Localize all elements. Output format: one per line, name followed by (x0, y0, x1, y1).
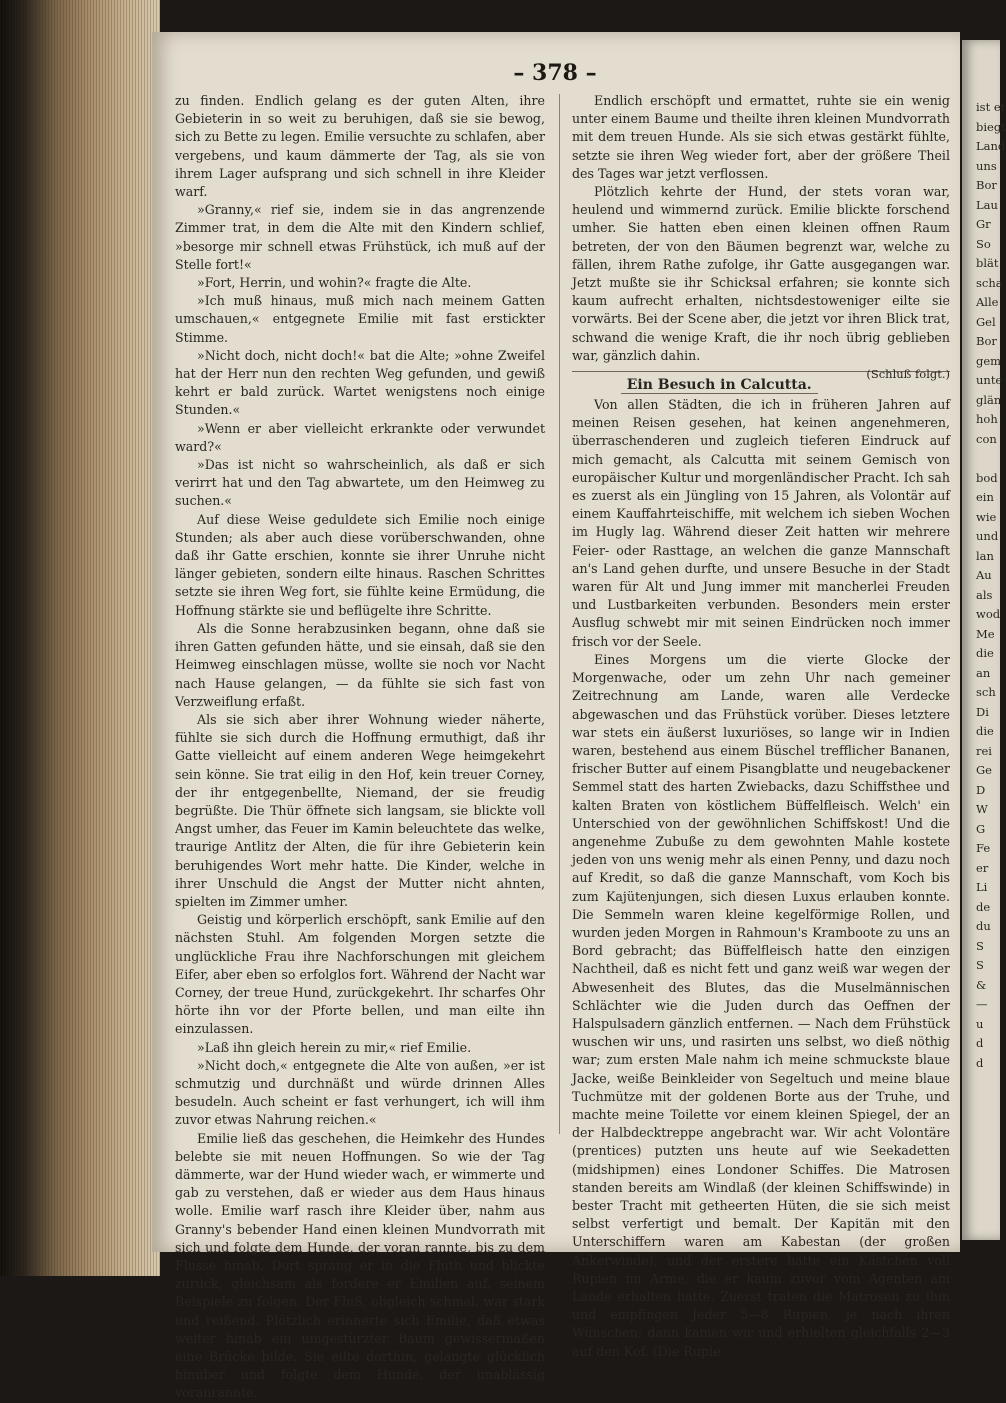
paragraph: Geistig und körperlich erschöpft, sank Emilie auf den nächsten Stuhl. Am folgenden Morgen setzte die unglückliche Frau ihre Nachforschungen mit gleichem Eifer, aber eben so erfolglos fort. Während der Nacht war Corney, der treue Hund, zurückgekehrt. Ihr scharfes Ohr hörte ihn vor der Pforte bellen, und man eilte ihn einzulassen. (175, 912, 545, 1037)
paragraph: »Granny,« rief sie, indem sie in das angrenzende Zimmer trat, in dem die Alte mit den Kindern schlief, »besorge mir schnell etwas Frühstück, ich muß auf der Stelle fort!« (175, 202, 545, 272)
paragraph: zu finden. Endlich gelang es der guten Alten, ihre Gebieterin in so weit zu beruhigen, daß sie sie bewog, sich zu Bette zu legen. Emilie versuchte zu schlafen, aber vergebens, und kaum dämmerte der Tag, als sie von ihrem Lager aufsprang und sich schnell in ihre Kleider warf. (175, 93, 545, 200)
paragraph: »Laß ihn gleich herein zu mir,« rief Emilie. (197, 1039, 472, 1055)
next-page-text-fragments: ist et biegt Land uns Bor Lau Gr So blät scha Alle Gel Bor gem unte glän hoh con bod ein wie und lan Au als wod Me die an sch Di die rei Ge D W G Fe er Li de du S S & — u d d (976, 100, 1006, 1070)
continuation-note: (Schluß folgt.) (866, 367, 950, 382)
paragraph: »Nicht doch,« entgegnete die Alte von außen, »er ist schmutzig und durchnäßt und würde drinnen Alles besudeln. Auch scheint er fast verhungert, ich will ihm zuvor etwas Nahrung reichen.« (175, 1057, 545, 1128)
paragraph: Als die Sonne herabzusinken begann, ohne daß sie ihren Gatten gefunden hätte, und sie einsah, daß sie den Heimweg einschlagen müsse, wollte sie noch vor Nacht nach Hause gelangen, — da fühlte sie sich fast von Verzweiflung erfaßt. (175, 620, 545, 709)
right-column (572, 92, 950, 1361)
left-column (175, 92, 545, 1403)
next-page-edge (962, 40, 1006, 1240)
paragraph: Emilie ließ das geschehen, die Heimkehr des Hundes belebte sie mit neuen Hoffnungen. So wie der Tag dämmerte, war der Hund wieder wach, er wimmerte und gab zu verstehen, daß er wieder aus dem Haus hinaus wolle. Emilie warf rasch ihre Kleider über, nahm aus Granny's bebender Hand einen kleinen Mundvorrath mit sich und folgte dem Hunde, der voran rannte, bis zu dem Flusse hinab. Dort sprang er in die Fluth und blickte zurück, gleichsam als fordere er Emilien auf, seinem Beispiele zu folgen. Der Fluß, obgleich schmal, war stark und reißend. Plötzlich erinnerte sich Emilie, daß etwas weiter hinab ein umgestürzter Baum gewissermaßen eine Brücke bilde. Sie eilte dorthin, gelangte glücklich hinüber und folgte dem Hunde, der unablässig voranrannte. (175, 1130, 545, 1401)
paragraph: Von allen Städten, die ich in früheren Jahren auf meinen Reisen gesehen, hat keinen angenehmeren, überraschenderen und zugleich tieferen Eindruck auf mich gemacht, als Calcutta mit seinem Gemisch von europäischer Kultur und morgenländischer Pracht. Ich sah es zuerst als ein Jüngling von 15 Jahren, als Volontär auf einem Kauffahrteischiffe, mit welchem ich sieben Wochen im Hugly lag. Während dieser Zeit hatten wir mehrere Feier- oder Rasttage, an welchen die ganze Mannschaft an's Land gehen durfte, und unsere Besuche in der Stadt waren für Alt und Jung immer mit mancherlei Freuden und Lustbarkeiten verbunden. Besonders mein erster Ausflug schwebt mir mit seinen Eindrücken noch immer frisch vor der Seele. (572, 397, 950, 649)
column-divider (559, 94, 560, 1134)
paragraph: »Wenn er aber vielleicht erkrankte oder verwundet ward?« (175, 420, 545, 454)
paragraph: Als sie sich aber ihrer Wohnung wieder näherte, fühlte sie sich durch die Hoffnung ermuthigt, daß ihr Gatte vielleicht auf einem anderen Wege heimgekehrt sein könne. Sie trat eilig in den Hof, kein treuer Corney, der ihr entgegenbellte, Niemand, der sie freudig begrüßte. Die Thür öffnete sich langsam, sie blickte voll Angst umher, das Feuer im Kamin beleuchtete das welke, traurige Antlitz der Alten, die für ihre Gebieterin kein beruhigendes Wort mehr hatte. Die Kinder, welche in ihrer Unschuld die Angst der Mutter nicht ahnten, spielten im Zimmer umher. (175, 711, 545, 909)
page-number: – 378 – (513, 60, 597, 86)
paragraph: Eines Morgens um die vierte Glocke der Morgenwache, oder um zehn Uhr nach gemeiner Zeitrechnung am Lande, waren alle Verdecke abgewaschen und das Frühstück vorüber. Dieses letztere war stets ein äußerst luxuriöses, so lange wir in Indien waren, bestehend aus einem Büschel trefflicher Bananen, frischer Butter auf einem Pisangblatte und neugebackener Semmel statt des harten Zwiebacks, dazu Schiffsthee und kalten Braten von köstlichem Büffelfleisch. Welch' ein Unterschied von der gewöhnlichen Schiffskost! Und die angenehme Zubuße zu dem gewohnten Mahle kostete jeden von uns wenig mehr als einen Penny, und dazu noch auf Kredit, so daß die ganze Mannschaft, vom Koch bis zum Kajütenjungen, sich diesen Luxus erlauben konnte. Die Semmeln waren kleine kegelförmige Rollen, und wurden jeden Morgen in Rahmoun's Kramboote zu uns an Bord gebracht; das Büffelfleisch hatte den einzigen Nachtheil, daß es nicht fett und ganz weiß war wegen der Abwesenheit des Blutes, das die Muselmännischen Schlächter wie die Juden durch das Oeffnen der Halspulsadern gänzlich entfernen. — Nach dem Frühstück wuschen wir uns, und rasirten uns selbst, wo dieß nöthig war; zum ersten Male nahm ich meine schmuckste blaue Jacke, weiße Beinkleider von Segeltuch und meine blaue Tuchmütze mit der goldenen Borte aus der Truhe, und machte meine Toilette vor einem kleinen Spiegel, der an der Halbdecktreppe angebracht war. Wir acht Volontäre (prentices) putzten uns heute auf wie Seekadetten (midshipmen) eines Londoner Schiffes. Die Matrosen standen bereits am Windlaß (der kleinen Schiffswinde) in bester Tracht mit getheerten Hüten, die sie sich meist selbst verfertigt und bemalt. Der Kapitän mit den Unterschiffern waren am Kabestan (der großen Ankerwinde), und der erstere hatte ein Kästchen voll Rupien im Arme, die er kaum zuvor vom Agenten am Lande erhalten hatte. Zuerst traten die Matrosen zu ihm und empfingen Jeder 5—8 Rupien, je nach ihren Wünschen; dann kamen wir und erhielten gleichfalls 2—3 auf den Kof. (Die Rupie (572, 651, 950, 1359)
paragraph: Plötzlich kehrte der Hund, der stets voran war, heulend und wimmernd zurück. Emilie blickte forschend umher. Sie hatten eben einen kleinen offnen Raum betreten, der von den Bäumen begrenzt war, welche zu fällen, ihrem Rathe zufolge, ihr Gatte ausgegangen war. Jetzt mußte sie ihr Schicksal erfahren; sie konnte sich kaum aufrecht erhalten, nichtsdestoweniger eilte sie vorwärts. Bei der Scene aber, die jetzt vor ihren Blick trat, schwand die wenige Kraft, die ihr noch übrig geblieben war, gänzlich dahin. (572, 184, 950, 363)
paragraph: Endlich erschöpft und ermattet, ruhte sie ein wenig unter einem Baume und theilte ihren kleinen Mundvorrath mit dem treuen Hunde. Als sie sich etwas gestärkt fühlte, setzte sie ihren Weg wieder fort, aber der größere Theil des Tages war jetzt verflossen. (572, 93, 950, 181)
paragraph: »Nicht doch, nicht doch!« bat die Alte; »ohne Zweifel hat der Herr nun den rechten Weg gefunden, und gewiß kehrt er bald zurück. Wartet wenigstens noch einige Stunden.« (175, 347, 545, 418)
section-title: Ein Besuch in Calcutta. (621, 377, 818, 394)
paragraph: Auf diese Weise geduldete sich Emilie noch einige Stunden; als aber auch diese vorüberschwanden, ohne daß ihr Gatte erschien, konnte sie ihrer Unruhe nicht länger gebieten, sondern eilte hinaus. Raschen Schrittes setzte sie ihren Weg fort, sie fühlte keine Ermüdung, die Hoffnung stärkte sie und beflügelte ihre Schritte. (175, 511, 545, 618)
paragraph: »Fort, Herrin, und wohin?« fragte die Alte. (197, 275, 472, 291)
book-page-edge (0, 0, 160, 1276)
paragraph: »Das ist nicht so wahrscheinlich, als daß er sich verirrt hat und den Tag abwartete, um den Heimweg zu suchen.« (175, 457, 545, 509)
paragraph: »Ich muß hinaus, muß mich nach meinem Gatten umschauen,« entgegnete Emilie mit fast erstickter Stimme. (175, 293, 545, 345)
